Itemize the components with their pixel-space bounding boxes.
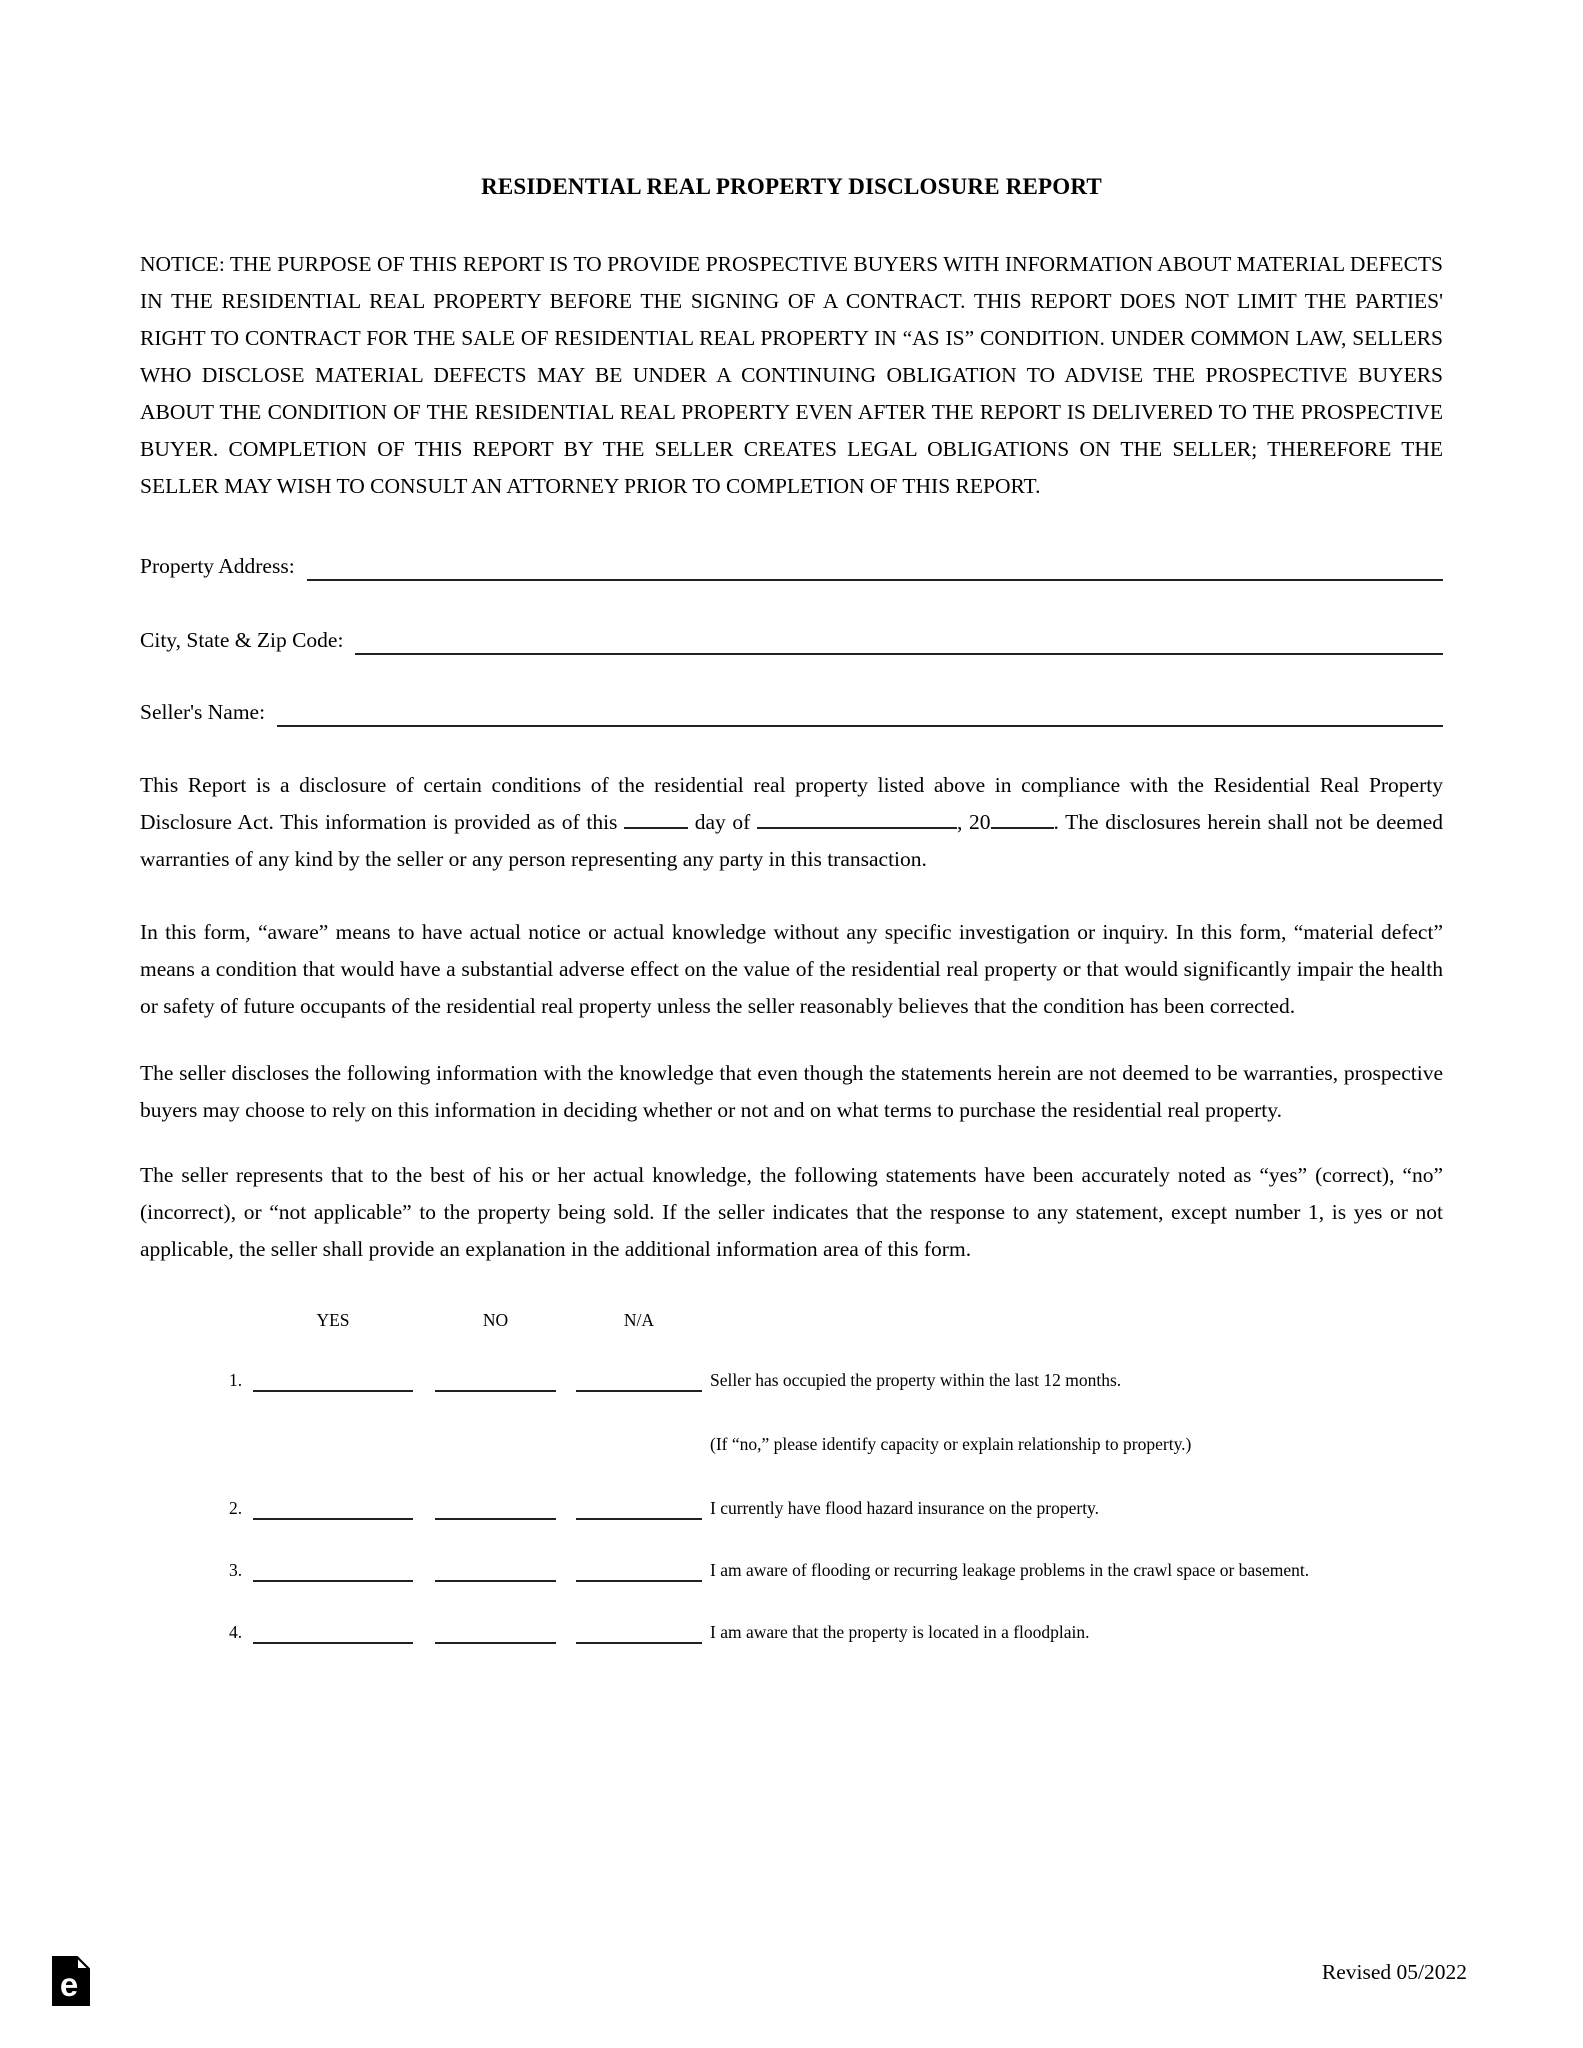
- seller-name-field: [140, 697, 1443, 727]
- table-row: [140, 1620, 1443, 1644]
- compliance-paragraph: [140, 767, 1443, 878]
- na-answer-line: [576, 1370, 702, 1392]
- property-address-line: [307, 555, 1443, 581]
- table-row: [140, 1496, 1443, 1520]
- city-state-zip-field: [140, 625, 1443, 655]
- column-header-no: NO: [482, 1310, 509, 1330]
- disclosure-paragraph: The seller discloses the following information with the knowledge that even though the statements herein are not deemed to be warranties, prospective buyers may choose to rely on this information in deciding whether or not and on what terms to purchase the residential real property.: [140, 1061, 1443, 1122]
- month-blank-line: [757, 808, 957, 829]
- column-header-na: N/A: [623, 1310, 655, 1330]
- representation-paragraph: The seller represents that to the best of his or her actual knowledge, the following statements have been accurately noted as “yes” (correct), “no” (incorrect), or “not applicable” to the property being sold. If the seller indicates that the response to any statement, except number 1, is yes or not applicable, the seller shall provide an explanation in the additional information area of this form.: [140, 1163, 1443, 1261]
- no-answer-line: [435, 1560, 556, 1582]
- notice-paragraph: NOTICE: THE PURPOSE OF THIS REPORT IS TO PROVIDE PROSPECTIVE BUYERS WITH INFORMATION ABOUT MATERIAL DEFECTS IN THE RESIDENTIAL REAL PROPERTY BEFORE THE SIGNING OF A CONTRACT. THIS REPORT DOES NOT LIMIT THE PARTIES' RIGHT TO CONTRACT FOR THE SALE OF RESIDENTIAL REAL PROPERTY IN “AS IS” CONDITION. UNDER COMMON LAW, SELLERS WHO DISCLOSE MATERIAL DEFECTS MAY BE UNDER A CONTINUING OBLIGATION TO ADVISE THE PROSPECTIVE BUYERS ABOUT THE CONDITION OF THE RESIDENTIAL REAL PROPERTY EVEN AFTER THE REPORT IS DELIVERED TO THE PROSPECTIVE BUYER. COMPLETION OF THIS REPORT BY THE SELLER CREATES LEGAL OBLIGATIONS ON THE SELLER; THEREFORE THE SELLER MAY WISH TO CONSULT AN ATTORNEY PRIOR TO COMPLETION OF THIS REPORT.: [140, 252, 1443, 498]
- seller-name-label: Seller's Name:: [140, 700, 266, 724]
- row-statement: I currently have flood hazard insurance on the property.: [710, 1498, 1100, 1518]
- na-answer-line: [576, 1560, 702, 1582]
- page-title: RESIDENTIAL REAL PROPERTY DISCLOSURE REPORT: [481, 174, 1102, 199]
- row-1-note: (If “no,” please identify capacity or explain relationship to property.): [710, 1434, 1192, 1454]
- property-address-field: [140, 551, 1443, 581]
- yes-answer-line: [253, 1498, 413, 1520]
- svg-text:e: e: [59, 1966, 79, 2003]
- row-statement: I am aware that the property is located in a floodplain.: [710, 1622, 1090, 1642]
- no-answer-line: [435, 1498, 556, 1520]
- yes-answer-line: [253, 1622, 413, 1644]
- day-blank-line: [624, 808, 688, 829]
- city-state-zip-label: City, State & Zip Code:: [140, 628, 344, 652]
- compliance-text-2: day of: [694, 810, 751, 834]
- compliance-text-3: , 20: [956, 810, 991, 834]
- definitions-paragraph: In this form, “aware” means to have actual notice or actual knowledge without any specific investigation or inquiry. In this form, “material defect” means a condition that would have a substantial adverse effect on the value of the residential real property or that would significantly impair the health or safety of future occupants of the residential real property unless the seller reasonably believes that the condition has been corrected.: [140, 920, 1443, 1018]
- table-row: [140, 1558, 1443, 1582]
- row-number: 1.: [229, 1370, 243, 1390]
- city-state-zip-line: [355, 629, 1443, 655]
- seller-name-line: [277, 701, 1443, 727]
- row-number: 3.: [229, 1560, 243, 1580]
- disclosure-table-header: [140, 1308, 1443, 1332]
- property-address-label: Property Address:: [140, 554, 295, 578]
- disclosure-table: [140, 1308, 1443, 1644]
- no-answer-line: [435, 1622, 556, 1644]
- no-answer-line: [435, 1370, 556, 1392]
- yes-answer-line: [253, 1370, 413, 1392]
- compliance-text-1: This Report is a disclosure of certain conditions of the residential real property listed above in compliance with the Residential Real Property Disclosure Act. This information is provided as of this: [140, 773, 1443, 834]
- na-answer-line: [576, 1622, 702, 1644]
- na-answer-line: [576, 1498, 702, 1520]
- row-statement: I am aware of flooding or recurring leakage problems in the crawl space or basement.: [710, 1560, 1310, 1580]
- row-statement: Seller has occupied the property within the last 12 months.: [710, 1370, 1122, 1390]
- table-row: [140, 1368, 1443, 1392]
- revised-date-label: Revised 05/2022: [1321, 1960, 1467, 1984]
- column-header-yes: YES: [316, 1310, 350, 1330]
- year-blank-line: [991, 808, 1054, 829]
- compliance-text-4: . The disclosures herein shall not be deemed warranties of any kind by the seller or any person representing any party in this transaction.: [140, 810, 1443, 871]
- row-number: 4.: [229, 1622, 243, 1642]
- yes-answer-line: [253, 1560, 413, 1582]
- eforms-logo-icon: [52, 1956, 90, 2006]
- row-number: 2.: [229, 1498, 243, 1518]
